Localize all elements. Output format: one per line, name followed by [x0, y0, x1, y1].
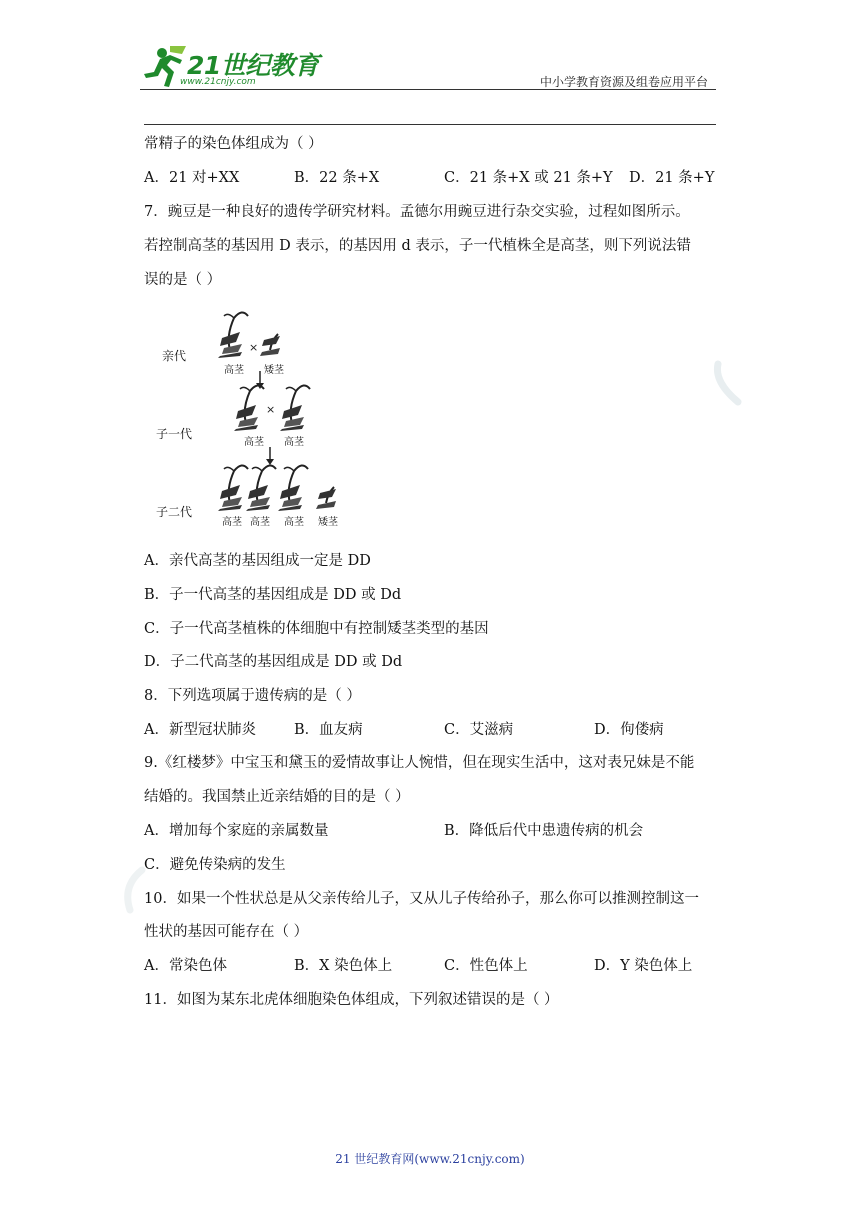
f1-label-2: 高茎 — [284, 437, 304, 448]
watermark-mark-icon — [118, 866, 150, 914]
q10-stem-line-1: 10．如果一个性状总是从父亲传给儿子，又从儿子传给孙子，那么你可以推测控制这一 — [144, 891, 699, 907]
q8-option-c: C．艾滋病 — [444, 722, 514, 738]
q6-option-c: C．21 条+X 或 21 条+Y — [444, 170, 613, 186]
q11-stem: 11．如图为某东北虎体细胞染色体组成，下列叙述错误的是（ ） — [144, 992, 559, 1008]
q10-option-c: C．性色体上 — [444, 958, 528, 974]
pea-cross-diagram — [150, 305, 360, 530]
q7-option-c: C．子一代高茎植株的体细胞中有控制矮茎类型的基因 — [144, 621, 489, 637]
q7-option-d: D．子二代高茎的基因组成是 DD 或 Dd — [144, 654, 403, 670]
logo-url: www.21cnjy.com — [180, 77, 256, 87]
q9-option-b: B．降低后代中患遗传病的机会 — [444, 823, 644, 839]
page-footer: 21 世纪教育网(www.21cnjy.com) — [335, 1152, 525, 1166]
q7-stem-line-2: 若控制高茎的基因用 D 表示，的基因用 d 表示，子一代植株全是高茎，则下列说法错 — [144, 238, 691, 254]
q10-stem-line-2: 性状的基因可能存在（ ） — [144, 924, 309, 940]
q6-option-a: A．21 对+XX — [144, 170, 240, 186]
q9-stem-line-1: 9.《红楼梦》中宝玉和黛玉的爱情故事让人惋惜，但在现实生活中，这对表兄妹是不能 — [144, 755, 695, 771]
f1-label-1: 高茎 — [244, 437, 264, 448]
f2-label-3: 高茎 — [284, 517, 304, 528]
q10-option-a: A．常染色体 — [144, 958, 227, 974]
site-logo — [140, 44, 319, 90]
q6-option-b: B．22 条+X — [294, 170, 380, 186]
pea-plants-illustration — [150, 305, 360, 530]
platform-title: 中小学教育资源及组卷应用平台 — [539, 75, 708, 89]
q8-stem: 8．下列选项属于遗传病的是（ ） — [144, 688, 361, 704]
f2-tall-plant-icon-1 — [218, 465, 248, 511]
f2-tall-plant-icon-3 — [278, 465, 308, 511]
f1-tall-plant-icon-2 — [280, 385, 310, 431]
generation-label-parent: 亲代 — [162, 349, 187, 363]
logo-text: 21世纪教育 — [187, 51, 319, 80]
q9-option-c: C．避免传染病的发生 — [144, 857, 286, 873]
q8-option-a: A．新型冠状肺炎 — [144, 722, 256, 738]
q6-option-d: D．21 条+Y — [629, 170, 715, 186]
content-divider — [144, 124, 716, 125]
q10-option-d: D．Y 染色体上 — [594, 958, 693, 974]
header-divider — [140, 89, 716, 90]
q7-option-b: B．子一代高茎的基因组成是 DD 或 Dd — [144, 587, 402, 603]
q7-stem-line-3: 误的是（ ） — [144, 272, 222, 288]
parent-short-plant-icon — [260, 334, 280, 356]
watermark-mark-icon — [712, 360, 744, 408]
q9-stem-line-2: 结婚的。我国禁止近亲结婚的目的是（ ） — [144, 789, 410, 805]
f2-tall-plant-icon-2 — [246, 465, 276, 511]
f1-tall-plant-icon-1 — [234, 385, 264, 431]
parent-label-1: 高茎 — [224, 365, 244, 376]
q7-option-a: A．亲代高茎的基因组成一定是 DD — [144, 553, 371, 569]
q8-option-d: D．佝偻病 — [594, 722, 664, 738]
q10-option-b: B．X 染色体上 — [294, 958, 393, 974]
parent-label-2: 矮茎 — [264, 365, 284, 376]
cross-symbol-p: × — [249, 341, 259, 354]
q6-stem-continuation: 常精子的染色体组成为（ ） — [144, 136, 323, 152]
f2-label-1: 高茎 — [222, 517, 242, 528]
f2-label-4: 矮茎 — [318, 517, 338, 528]
q9-option-a: A．增加每个家庭的亲属数量 — [144, 823, 329, 839]
page-header — [0, 0, 860, 130]
cross-symbol-f1: × — [266, 403, 276, 416]
f2-short-plant-icon — [316, 487, 336, 509]
generation-label-f2: 子二代 — [156, 505, 193, 519]
q7-stem-line-1: 7．豌豆是一种良好的遗传学研究材料。孟德尔用豌豆进行杂交实验，过程如图所示。 — [144, 204, 690, 220]
parent-tall-plant-icon — [218, 312, 248, 358]
q8-option-b: B．血友病 — [294, 722, 363, 738]
f2-label-2: 高茎 — [250, 517, 270, 528]
generation-label-f1: 子一代 — [156, 427, 193, 441]
